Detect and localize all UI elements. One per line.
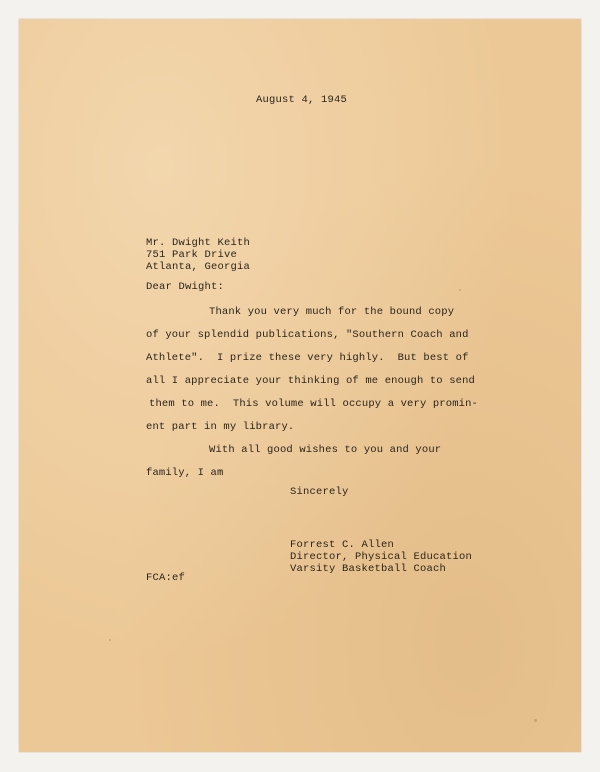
body-line: With all good wishes to you and your — [209, 444, 442, 456]
salutation: Dear Dwight: — [146, 281, 225, 293]
paper-speck — [459, 289, 461, 291]
closing: Sincerely — [290, 486, 349, 498]
recipient-city: Atlanta, Georgia — [146, 261, 251, 273]
signature-title-1: Director, Physical Education — [290, 551, 473, 563]
body-line: family, I am — [146, 467, 224, 479]
reference-initials: FCA:ef — [146, 572, 186, 584]
paper-speck — [534, 719, 537, 722]
letter-date: August 4, 1945 — [256, 94, 348, 106]
body-line: Athlete". I prize these very highly. But best of — [146, 352, 469, 364]
recipient-street: 751 Park Drive — [146, 249, 238, 261]
body-line: ent part in my library. — [146, 421, 295, 433]
signature-name: Forrest C. Allen — [290, 539, 395, 551]
paper-speck — [109, 639, 111, 641]
body-line: them to me. This volume will occupy a very promin- — [149, 398, 479, 410]
body-line: Thank you very much for the bound copy — [209, 306, 455, 318]
recipient-name: Mr. Dwight Keith — [146, 237, 251, 249]
body-line: of your splendid publications, "Southern Coach and — [146, 329, 469, 341]
signature-title-2: Varsity Basketball Coach — [290, 563, 447, 575]
body-line: all I appreciate your thinking of me enough to send — [146, 375, 476, 387]
letter-page — [19, 19, 581, 752]
